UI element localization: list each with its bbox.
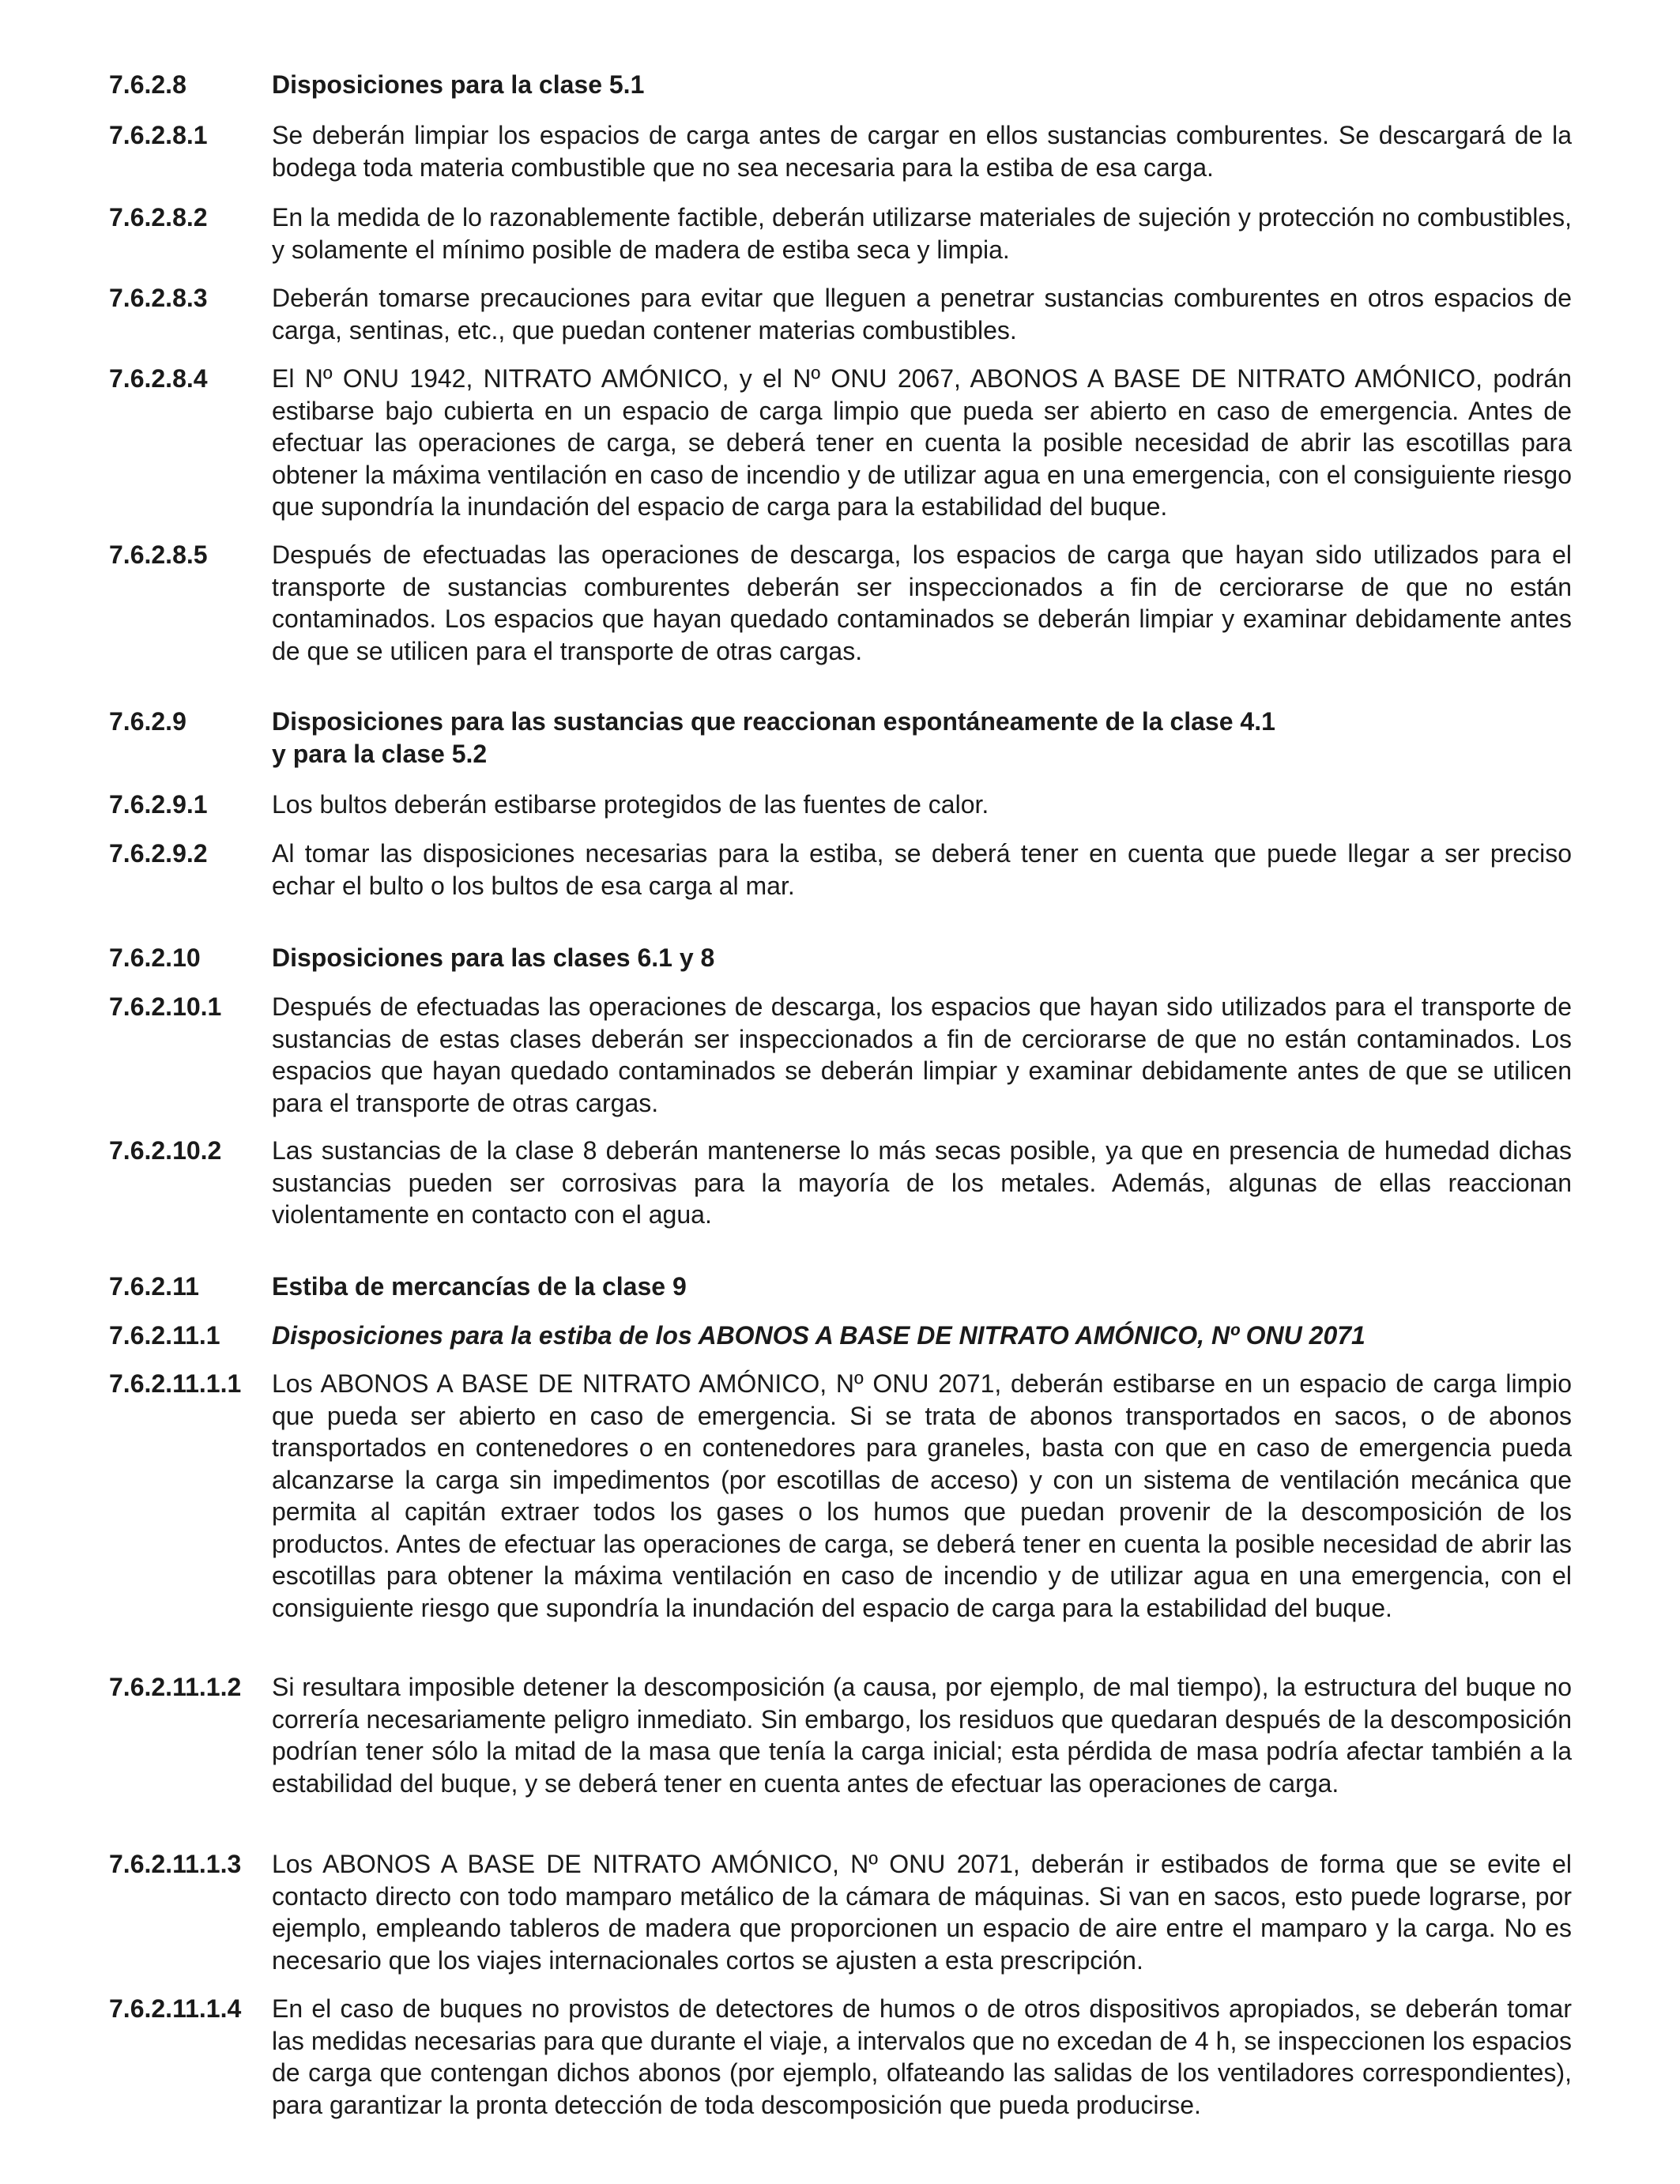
- paragraph-number: 7.6.2.8.4: [109, 364, 208, 393]
- paragraph: [109, 1848, 1579, 1976]
- section-title: Disposiciones para la clase 5.1: [272, 70, 645, 99]
- paragraph-text: El Nº ONU 1942, NITRATO AMÓNICO, y el Nº ONU 2067, ABONOS A BASE DE NITRATO AMÓNICO, podrán estibarse bajo cubierta en un espacio de carga limpio que pueda ser abierto en caso de emergencia. Antes de efectuar las operaciones de carga, se deberá tener en cuenta la posible necesidad de abrir las escotillas para obtener la máxima ventilación en caso de incendio y de utilizar agua en una emergencia, con el consiguiente riesgo que supondría la inundación del espacio de carga para la estabilidad del buque.: [272, 364, 1572, 521]
- section-title-continued: y para la clase 5.2: [272, 739, 488, 768]
- paragraph-text: Deberán tomarse precauciones para evitar que lleguen a penetrar sustancias comburentes en otros espacios de carga, sentinas, etc., que puedan contener materias combustibles.: [272, 284, 1572, 345]
- paragraph: [109, 789, 1579, 821]
- paragraph: [109, 1993, 1579, 2121]
- paragraph-text: Los ABONOS A BASE DE NITRATO AMÓNICO, Nº ONU 2071, deberán estibarse en un espacio de carga limpio que pueda ser abierto en caso de emergencia. Si se trata de abonos transportados en sacos, o de abonos transportados en contenedores o en contenedores para graneles, basta con que en caso de emergencia pueda alcanzarse la carga sin impedimentos (por escotillas de acceso) y con un sistema de ventilación mecánica que permita al capitán extraer todos los gases o los humos que puedan provenir de la descomposición de los productos. Antes de efectuar las operaciones de carga, se deberá tener en cuenta la posible necesidad de abrir las escotillas para obtener la máxima ventilación en caso de incendio y de utilizar agua en una emergencia, con el consiguiente riesgo que supondría la inundación del espacio de carga para la estabilidad del buque.: [272, 1369, 1572, 1622]
- paragraph: [109, 119, 1579, 183]
- paragraph-number: 7.6.2.11.1.4: [109, 1994, 242, 2023]
- paragraph: [109, 1135, 1579, 1231]
- section-number: 7.6.2.9: [109, 707, 186, 736]
- paragraph-number: 7.6.2.11.1.1: [109, 1369, 242, 1398]
- section-number: 7.6.2.10: [109, 943, 201, 972]
- paragraph-number: 7.6.2.10.1: [109, 992, 222, 1021]
- paragraph-number: 7.6.2.8.2: [109, 203, 208, 232]
- paragraph: [109, 1671, 1579, 1799]
- paragraph-text: Al tomar las disposiciones necesarias para la estiba, se deberá tener en cuenta que puede llegar a ser preciso echar el bulto o los bultos de esa carga al mar.: [272, 839, 1572, 900]
- paragraph-number: 7.6.2.11.1.3: [109, 1850, 242, 1878]
- paragraph: [109, 1368, 1579, 1624]
- subsection-title: Disposiciones para la estiba de los ABONOS A BASE DE NITRATO AMÓNICO, Nº ONU 2071: [272, 1321, 1365, 1350]
- section-title: Estiba de mercancías de la clase 9: [272, 1272, 687, 1301]
- paragraph: [109, 539, 1579, 667]
- paragraph-number: 7.6.2.8.5: [109, 540, 208, 569]
- paragraph: [109, 838, 1579, 902]
- section-number: 7.6.2.8: [109, 70, 186, 99]
- section-heading: [109, 69, 1579, 101]
- section-number: 7.6.2.11: [109, 1272, 199, 1301]
- section-title: Disposiciones para las sustancias que reaccionan espontáneamente de la clase 4.1: [272, 707, 1275, 736]
- section-heading: [109, 1271, 1579, 1303]
- paragraph-number: 7.6.2.9.2: [109, 839, 208, 868]
- paragraph-number: 7.6.2.8.3: [109, 284, 208, 312]
- paragraph-text: En la medida de lo razonablemente factible, deberán utilizarse materiales de sujeción y protección no combustibles, y solamente el mínimo posible de madera de estiba seca y limpia.: [272, 203, 1572, 264]
- paragraph-text: Después de efectuadas las operaciones de descarga, los espacios de carga que hayan sido utilizados para el transporte de sustancias comburentes deberán ser inspeccionados a fin de cerciorarse de que no están contaminados. Los espacios que hayan quedado contaminados se deberán limpiar y examinar debidamente antes de que se utilicen para el transporte de otras cargas.: [272, 540, 1572, 665]
- paragraph-number: 7.6.2.9.1: [109, 790, 208, 819]
- section-title-block: [272, 706, 1572, 770]
- paragraph-text: Los bultos deberán estibarse protegidos de las fuentes de calor.: [272, 790, 989, 819]
- paragraph-text: Los ABONOS A BASE DE NITRATO AMÓNICO, Nº ONU 2071, deberán ir estibados de forma que se evite el contacto directo con todo mamparo metálico de la cámara de máquinas. Si van en sacos, esto puede lograrse, por ejemplo, empleando tableros de madera que proporcionen un espacio de aire entre el mamparo y la carga. No es necesario que los viajes internacionales cortos se ajusten a esta prescripción.: [272, 1850, 1572, 1975]
- section-heading: [109, 942, 1579, 974]
- subsection-number: 7.6.2.11.1: [109, 1321, 220, 1350]
- subsection-heading: [109, 1320, 1579, 1352]
- paragraph-text: Si resultara imposible detener la descomposición (a causa, por ejemplo, de mal tiempo), la estructura del buque no correría necesariamente peligro inmediato. Sin embargo, los residuos que quedaran después de la descomposición podrían tener sólo la mitad de la masa que tenía la carga inicial; esta pérdida de masa podría afectar también a la estabilidad del buque, y se deberá tener en cuenta antes de efectuar las operaciones de carga.: [272, 1673, 1572, 1798]
- paragraph-text: Después de efectuadas las operaciones de descarga, los espacios que hayan sido utilizados para el transporte de sustancias de estas clases deberán ser inspeccionados a fin de cerciorarse de que no están contaminados. Los espacios que hayan quedado contaminados se deberán limpiar y examinar debidamente antes de que se utilicen para el transporte de otras cargas.: [272, 992, 1572, 1117]
- paragraph-number: 7.6.2.10.2: [109, 1136, 222, 1165]
- paragraph: [109, 363, 1579, 523]
- paragraph-text: En el caso de buques no provistos de detectores de humos o de otros dispositivos apropiados, se deberán tomar las medidas necesarias para que durante el viaje, a intervalos que no excedan de 4 h, se inspeccionen los espacios de carga que contengan dichos abonos (por ejemplo, olfateando las salidas de los ventiladores correspondientes), para garantizar la pronta detección de toda descomposición que pueda producirse.: [272, 1994, 1572, 2119]
- paragraph: [109, 991, 1579, 1119]
- paragraph-number: 7.6.2.8.1: [109, 121, 208, 149]
- paragraph: [109, 201, 1579, 265]
- paragraph-text: Las sustancias de la clase 8 deberán mantenerse lo más secas posible, ya que en presencia de humedad dichas sustancias pueden ser corrosivas para la mayoría de los metales. Además, algunas de ellas reaccionan violentamente en contacto con el agua.: [272, 1136, 1572, 1229]
- section-title: Disposiciones para las clases 6.1 y 8: [272, 943, 715, 972]
- paragraph: [109, 282, 1579, 346]
- paragraph-number: 7.6.2.11.1.2: [109, 1673, 242, 1701]
- paragraph-text: Se deberán limpiar los espacios de carga antes de cargar en ellos sustancias comburentes. Se descargará de la bodega toda materia combustible que no sea necesaria para la estiba de esa carga.: [272, 121, 1572, 182]
- section-heading: [109, 706, 1579, 770]
